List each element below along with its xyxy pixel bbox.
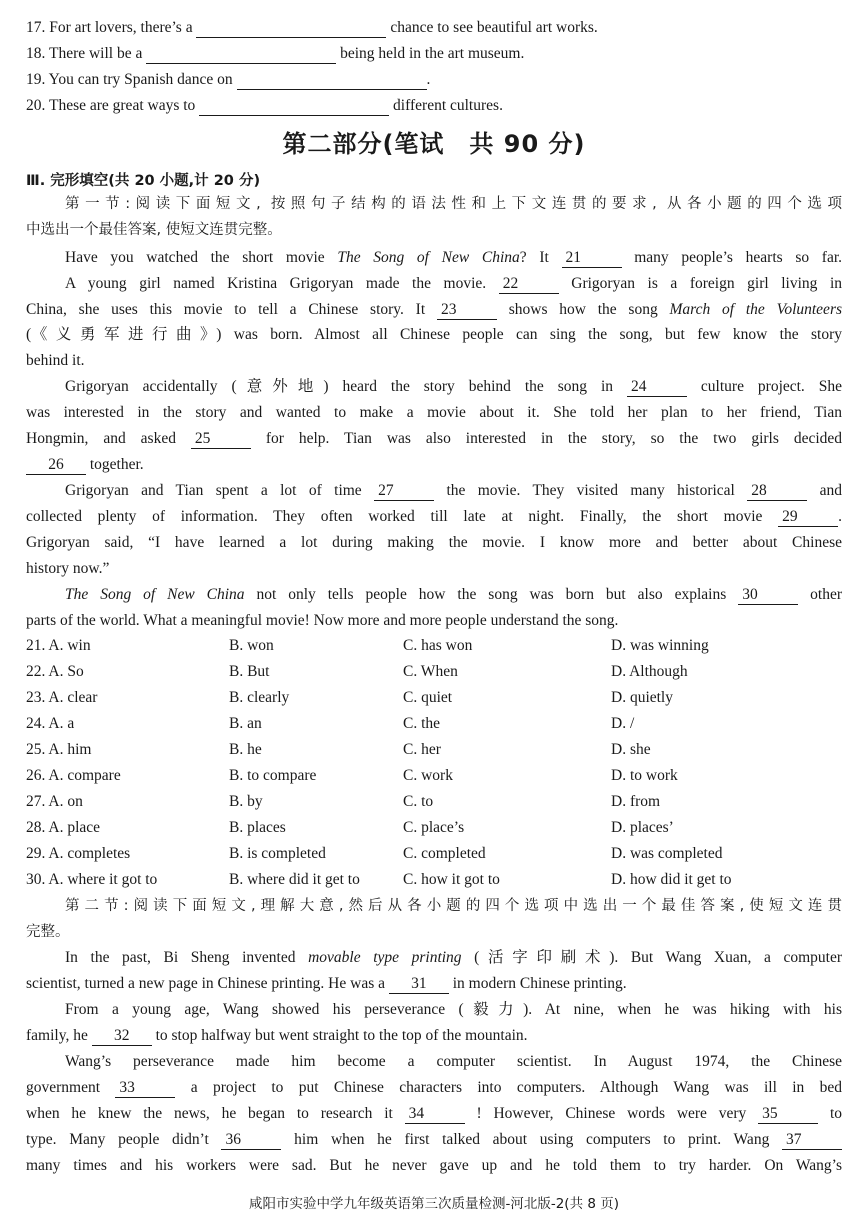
question-blank-21: 21	[562, 249, 622, 268]
page-footer: 咸阳市实验中学九年级英语第三次质量检测-河北版-2(共 8 页)	[248, 1196, 620, 1212]
option-c: C. how it got to	[403, 871, 500, 888]
option-c: C. place’s	[403, 819, 465, 836]
passage1-line: A young girl named Kristina Grigoryan made the movie. 22 Grigoryan is a foreign girl living in	[65, 275, 843, 292]
option-row	[26, 763, 846, 789]
option-d: D. was completed	[611, 845, 723, 862]
passage1-line: behind it.	[26, 352, 85, 369]
section-heading: Ⅲ. 完形填空(共 20 小题,计 20 分)	[26, 173, 261, 189]
passage2-line: when he knew the news, he began to research it 34 ! However, Chinese words were very 35 to	[26, 1105, 843, 1122]
option-b: B. to compare	[229, 767, 317, 784]
passage1-line: collected plenty of information. They often worked till late at night. Finally, the short movie 29 .	[26, 508, 842, 525]
section2-instruction: 第二节:阅读下面短文,理解大意,然后从各小题的四个选项中选出一个最佳答案,使短文连贯	[65, 898, 842, 914]
fill-item-20: 20. These are great ways to different cultures.	[26, 97, 503, 114]
option-c: C. work	[403, 767, 453, 784]
option-b: B. he	[229, 741, 262, 758]
option-a: 24. A. a	[26, 715, 75, 732]
option-c: C. completed	[403, 845, 486, 862]
option-a: 23. A. clear	[26, 689, 98, 706]
question-blank-37: 37	[782, 1131, 842, 1150]
passage1-line: Hongmin, and asked 25 for help. Tian was also interested in the story, so the two girls decided	[26, 430, 843, 447]
fill-item-17: 17. For art lovers, there’s a chance to see beautiful art works.	[26, 19, 598, 36]
option-a: 29. A. completes	[26, 845, 131, 862]
question-blank-36: 36	[221, 1131, 281, 1150]
question-blank-33: 33	[115, 1079, 175, 1098]
option-d: D. to work	[611, 767, 678, 784]
option-b: B. where did it get to	[229, 871, 360, 888]
answer-blank	[146, 45, 336, 64]
passage1-line: The Song of New China not only tells people how the song was born but also explains 30 other	[65, 586, 843, 603]
fill-item-19: 19. You can try Spanish dance on .	[26, 71, 431, 88]
option-row	[26, 867, 846, 893]
option-d: D. places’	[611, 819, 674, 836]
option-c: C. the	[403, 715, 441, 732]
fill-item-18: 18. There will be a being held in the art museum.	[26, 45, 525, 62]
passage2-line: many times and his workers were sad. But he never gave up and he told them to try harder. On Wang’s	[26, 1157, 842, 1174]
passage1-line: Grigoryan and Tian spent a lot of time 27 the movie. They visited many historical 28 and	[65, 482, 842, 499]
section1-instruction: 第一节:阅读下面短文, 按照句子结构的语法性和上下文连贯的要求, 从各小题的四个选项	[65, 196, 842, 212]
option-row	[26, 815, 846, 841]
question-blank-22: 22	[499, 275, 559, 294]
option-b: B. an	[229, 715, 262, 732]
question-blank-35: 35	[758, 1105, 818, 1124]
part-title: 第二部分(笔试 共 90 分)	[282, 130, 586, 158]
option-c: C. has won	[403, 637, 473, 654]
section2-instruction-cont: 完整。	[26, 924, 70, 940]
option-a: 22. A. So	[26, 663, 84, 680]
option-a: 25. A. him	[26, 741, 92, 758]
passage2-line: From a young age, Wang showed his perseverance (毅力). At nine, when he was hiking with his	[65, 1001, 842, 1018]
answer-blank	[196, 19, 386, 38]
option-c: C. her	[403, 741, 441, 758]
question-blank-23: 23	[437, 301, 497, 320]
passage2-line: In the past, Bi Sheng invented movable type printing (活字印刷术). But Wang Xuan, a computer	[65, 949, 842, 966]
option-row	[26, 841, 846, 867]
option-a: 28. A. place	[26, 819, 101, 836]
option-c: C. When	[403, 663, 458, 680]
question-blank-30: 30	[738, 586, 798, 605]
option-d: D. /	[611, 715, 635, 732]
passage2-line: government 33 a project to put Chinese characters into computers. Although Wang was ill in bed	[26, 1079, 843, 1096]
option-d: D. from	[611, 793, 661, 810]
option-b: B. is completed	[229, 845, 326, 862]
option-c: C. quiet	[403, 689, 453, 706]
question-blank-31: 31	[389, 975, 449, 994]
option-row	[26, 685, 846, 711]
passage2-line: Wang’s perseverance made him become a computer scientist. In August 1974, the Chinese	[65, 1053, 842, 1070]
option-d: D. Although	[611, 663, 688, 680]
passage1-line: China, she uses this movie to tell a Chinese story. It 23 shows how the song March of the Volunteers	[26, 301, 843, 318]
option-b: B. won	[229, 637, 274, 654]
option-d: D. was winning	[611, 637, 709, 654]
option-row	[26, 633, 846, 659]
passage1-line: (《义勇军进行曲》) was born. Almost all Chinese people can sing the song, but few know the story	[26, 326, 842, 343]
option-a: 21. A. win	[26, 637, 91, 654]
passage2-line: type. Many people didn’t 36 him when he first talked about using computers to print. Wang 37	[26, 1127, 842, 1153]
question-blank-34: 34	[405, 1105, 465, 1124]
option-row	[26, 659, 846, 685]
option-d: D. she	[611, 741, 651, 758]
question-blank-24: 24	[627, 378, 687, 397]
option-a: 26. A. compare	[26, 767, 121, 784]
passage2-line: family, he 32 to stop halfway but went straight to the top of the mountain.	[26, 1027, 528, 1044]
passage1-line: Have you watched the short movie The Song of New China? It 21 many people’s hearts so far.	[65, 249, 843, 266]
section1-instruction-cont: 中选出一个最佳答案, 使短文连贯完整。	[26, 222, 282, 238]
option-a: 30. A. where it got to	[26, 871, 158, 888]
option-b: B. by	[229, 793, 263, 810]
passage1-line: history now.”	[26, 560, 110, 577]
option-d: D. quietly	[611, 689, 673, 706]
option-d: D. how did it get to	[611, 871, 732, 888]
question-blank-29: 29	[778, 508, 838, 527]
passage2-line: scientist, turned a new page in Chinese printing. He was a 31 in modern Chinese printing.	[26, 975, 627, 992]
option-b: B. places	[229, 819, 286, 836]
option-b: B. But	[229, 663, 270, 680]
option-row	[26, 711, 846, 737]
question-blank-32: 32	[92, 1027, 152, 1046]
option-b: B. clearly	[229, 689, 290, 706]
option-row	[26, 737, 846, 763]
passage1-line: was interested in the story and wanted to make a movie about it. She told her plan to her friend, Tian	[26, 404, 842, 421]
option-c: C. to	[403, 793, 434, 810]
passage1-line: Grigoryan said, “I have learned a lot during making the movie. I know more and better about Chinese	[26, 534, 842, 551]
question-blank-27: 27	[374, 482, 434, 501]
passage1-line: 26 together.	[26, 452, 842, 478]
option-row	[26, 789, 846, 815]
passage1-line: parts of the world. What a meaningful movie! Now more and more people understand the song.	[26, 612, 619, 629]
answer-blank	[199, 97, 389, 116]
answer-blank	[237, 71, 427, 90]
option-a: 27. A. on	[26, 793, 83, 810]
question-blank-28: 28	[747, 482, 807, 501]
question-blank-25: 25	[191, 430, 251, 449]
passage1-line: Grigoryan accidentally (意外地) heard the story behind the song in 24 culture project. She	[65, 378, 843, 395]
question-blank-26: 26	[26, 456, 86, 475]
